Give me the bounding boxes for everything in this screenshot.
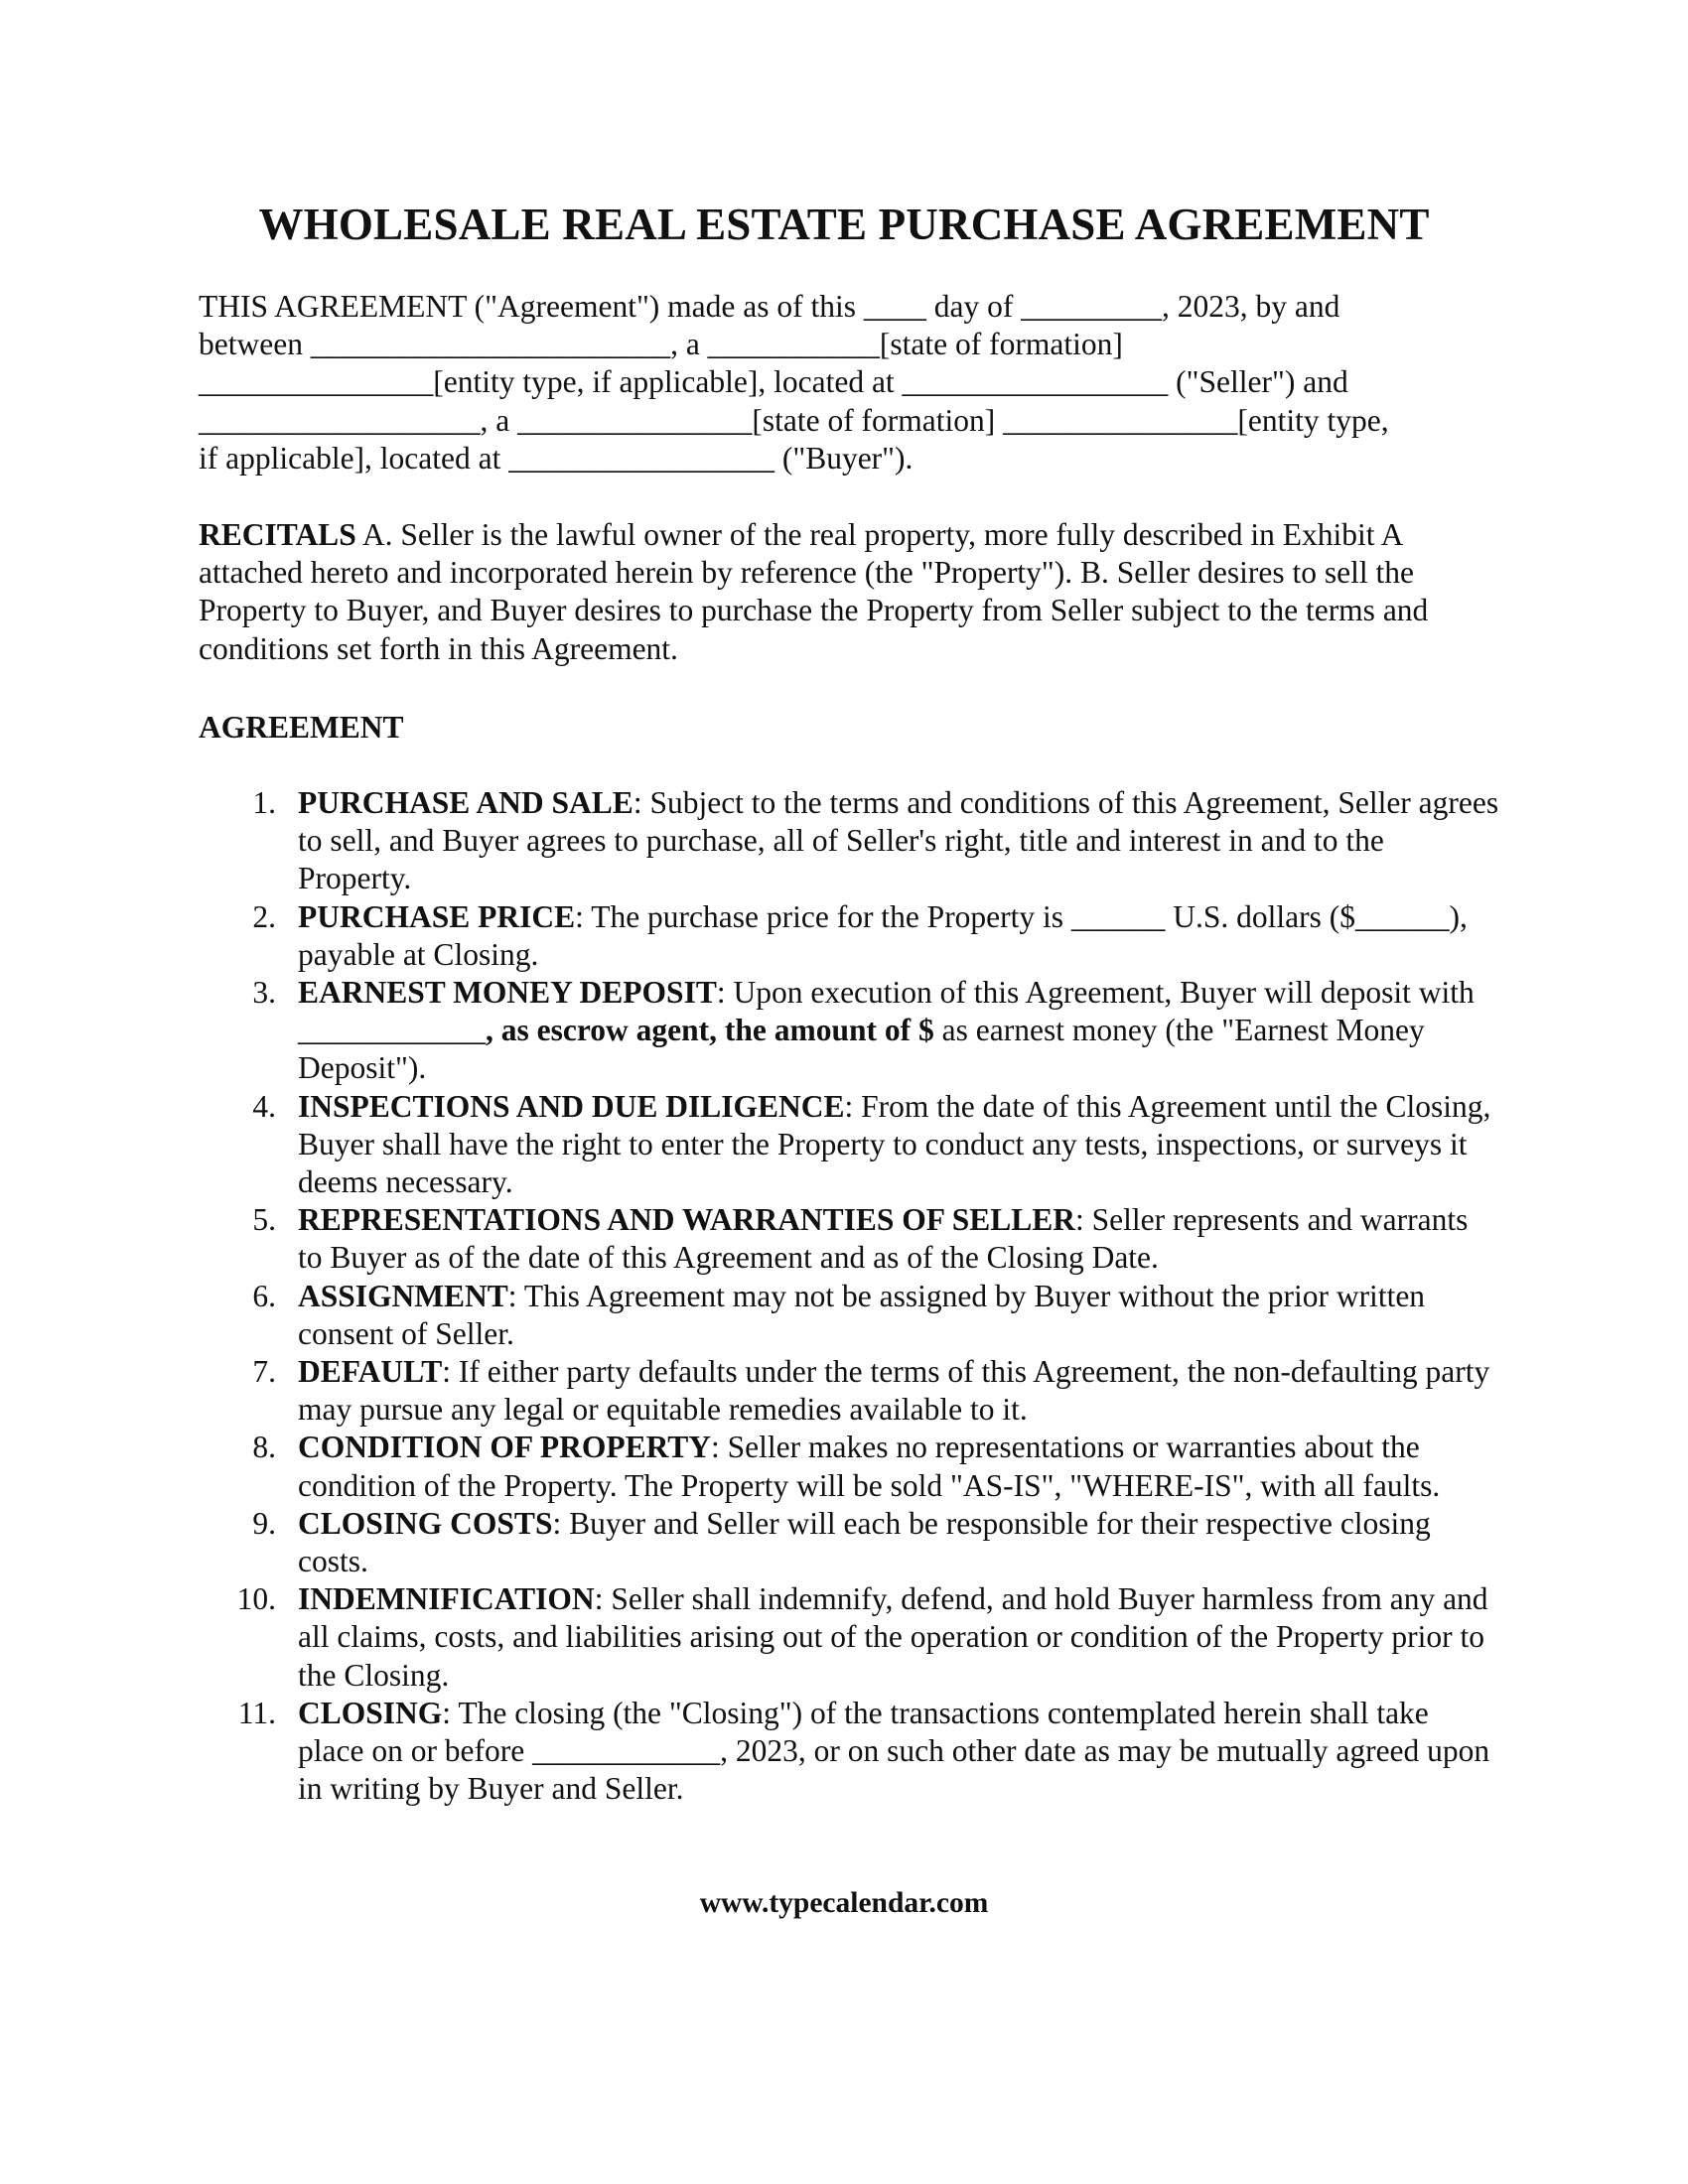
clause-heading: EARNEST MONEY DEPOSIT [298,975,717,1011]
clause-item [199,1695,1499,1809]
clause-item [199,1088,1499,1202]
intro-paragraph [199,288,1489,478]
clause-item [199,1505,1499,1580]
clause-heading: REPRESENTATIONS AND WARRANTIES OF SELLER [298,1202,1076,1238]
intro-line: between _______________________, a ___________[state of formation] [199,327,1123,362]
clause-text: : Buyer and Seller will each be responsible for their respective closing costs. [298,1505,1431,1579]
intro-line: THIS AGREEMENT ("Agreement") made as of this ____ day of _________, 2023, by and [199,289,1340,324]
clause-text: : This Agreement may not be assigned by Buyer without the prior written consent of Seller. [298,1278,1426,1351]
clause-text: : If either party defaults under the terms of this Agreement, the non-defaulting party may pursue any legal or equitable remedies available to it. [298,1354,1490,1428]
clause-text: : Seller represents and warrants to Buyer as of the date of this Agreement and as of the Closing Date. [298,1202,1469,1276]
clause-heading: PURCHASE AND SALE [298,785,633,820]
clause-bold-text: , as escrow agent, the amount of $ [486,1013,934,1048]
clause-item [199,1201,1499,1277]
clause-item [199,1429,1499,1504]
recitals-text: A. Seller is the lawful owner of the real property, more fully described in Exhibit A attached hereto and incorporated herein by reference (the "Property"). B. Seller desires to sell the Property to Buyer, and Buyer desires to purchase the Property from Seller subject to the terms and conditions set forth in this Agreement. [199,517,1429,666]
clause-item [199,898,1499,974]
intro-line: __________________, a _______________[state of formation] _______________[entity type, [199,402,1389,438]
clause-number: 1. [252,785,276,820]
clause-number: 7. [252,1354,276,1390]
clause-item [199,1353,1499,1429]
intro-line: _______________[entity type, if applicable], located at _________________ ("Seller") and [199,364,1348,400]
recitals-paragraph [199,516,1489,668]
clause-heading: PURCHASE PRICE [298,898,576,934]
recitals-heading: RECITALS [199,517,356,552]
clause-number: 10. [236,1581,276,1617]
clause-heading: ASSIGNMENT [298,1278,508,1313]
clause-number: 8. [252,1430,276,1465]
clause-number: 11. [237,1695,276,1730]
clause-text-after: as earnest money (the "Earnest Money Deposit"). [298,1013,1425,1086]
intro-line: if applicable], located at _________________ ("Buyer"). [199,440,914,476]
clause-number: 2. [252,898,276,934]
clause-number: 9. [252,1505,276,1541]
clause-text: : The closing (the "Closing") of the transactions contemplated herein shall take place on or before ____________, 2023, or on such other date as may be mutually agreed upon in writing by Buyer and Seller. [298,1695,1490,1807]
clause-number: 5. [252,1202,276,1238]
clause-text: : From the date of this Agreement until the Closing, Buyer shall have the right to enter the Property to conduct any tests, inspections, or surveys it deems necessary. [298,1088,1491,1200]
agreement-heading: AGREEMENT [199,710,404,745]
clause-text: : Subject to the terms and conditions of this Agreement, Seller agrees to sell, and Buyer agrees to purchase, all of Seller's right, title and interest in and to the Property. [298,785,1499,896]
clause-heading: INDEMNIFICATION [298,1581,595,1617]
clause-list [199,784,1499,1808]
clause-heading: DEFAULT [298,1354,443,1390]
clause-text: : Seller shall indemnify, defend, and hold Buyer harmless from any and all claims, costs, and liabilities arising out of the operation or condition of the Property prior to the Closing. [298,1581,1488,1693]
footer-website: www.typecalendar.com [699,1887,989,1919]
clause-item [199,1278,1499,1353]
clause-text: : Upon execution of this Agreement, Buyer will deposit with ____________ [298,975,1475,1048]
clause-number: 3. [252,975,276,1011]
clause-number: 6. [252,1278,276,1313]
clause-item [199,784,1499,898]
document-title: WHOLESALE REAL ESTATE PURCHASE AGREEMENT [258,200,1430,249]
clause-heading: CONDITION OF PROPERTY [298,1430,711,1465]
clause-heading: INSPECTIONS AND DUE DILIGENCE [298,1088,845,1124]
clause-text: : Seller makes no representations or warranties about the condition of the Property. The Property will be sold "AS-IS", "WHERE-IS", with all faults. [298,1430,1441,1503]
clause-item [199,1580,1499,1695]
clause-number: 4. [252,1088,276,1124]
clause-heading: CLOSING COSTS [298,1505,553,1541]
clause-heading: CLOSING [298,1695,443,1730]
clause-text: : The purchase price for the Property is ______ U.S. dollars ($______), payable at Closing. [298,898,1468,972]
clause-item [199,974,1499,1088]
